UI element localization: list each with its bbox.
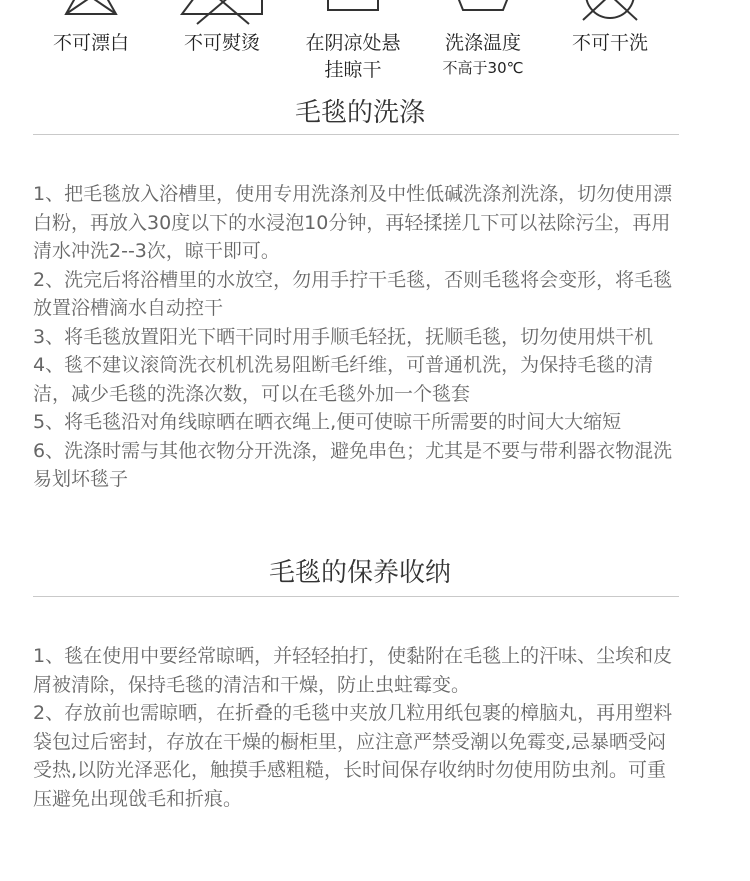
section-title-care-storage: 毛毯的保养收纳 bbox=[268, 558, 451, 588]
paragraph: 2、洗完后将浴槽里的水放空，勿用手拧干毛毯，否则毛毯将会变形，将毛毯放置浴槽滴水自动控干 bbox=[33, 268, 673, 319]
section-divider bbox=[33, 596, 679, 597]
paragraph: 4、毯不建议滚筒洗衣机机洗易阻断毛纤维，可普通机洗，为保持毛毯的清洁，减少毛毯的洗涤次数，可以在毛毯外加一个毯套 bbox=[33, 354, 654, 405]
paragraph: 1、毯在使用中要经常晾晒，并轻轻拍打，使黏附在毛毯上的汗味、尘埃和皮屑被清除，保持毛毯的清洁和干燥，防止虫蛀霉变。 bbox=[33, 645, 673, 696]
wash-temperature-icon bbox=[418, 0, 548, 28]
paragraph: 1、把毛毯放入浴槽里，使用专用洗涤剂及中性低碱洗涤剂洗涤，切勿使用漂白粉，再放入30度以下的水浸泡10分钟，再轻揉搓几下可以祛除污尘，再用清水冲洗2--3次，晾干即可。 bbox=[33, 183, 673, 262]
shade-dry-icon bbox=[288, 0, 418, 28]
care-label: 不可干洗 bbox=[571, 32, 648, 54]
care-label: 在阴凉处悬挂晾干 bbox=[305, 32, 401, 81]
no-iron-icon bbox=[157, 0, 287, 28]
washing-instructions bbox=[33, 180, 683, 494]
care-label: 不可熨烫 bbox=[183, 32, 260, 54]
no-bleach-icon bbox=[26, 0, 156, 28]
section-divider bbox=[33, 134, 679, 135]
paragraph: 5、将毛毯沿对角线晾晒在晒衣绳上,便可使晾干所需要的时间大大缩短 bbox=[33, 411, 622, 433]
paragraph: 3、将毛毯放置阳光下晒干同时用手顺毛轻抚，抚顺毛毯，切勿使用烘干机 bbox=[33, 325, 654, 348]
care-label: 洗涤温度 不高于30℃ bbox=[418, 30, 548, 79]
paragraph: 6、洗涤时需与其他衣物分开洗涤，避免串色；尤其是不要与带利器衣物混洗易划坏毯子 bbox=[33, 439, 673, 490]
care-storage-instructions bbox=[33, 642, 683, 813]
care-sublabel: 不高于30℃ bbox=[442, 59, 524, 77]
care-symbols-row bbox=[0, 0, 750, 90]
section-title-washing: 毛毯的洗涤 bbox=[294, 98, 425, 128]
no-dry-clean-icon bbox=[545, 0, 675, 28]
care-label: 不可漂白 bbox=[52, 32, 129, 54]
paragraph: 2、存放前也需晾晒，在折叠的毛毯中夹放几粒用纸包裹的樟脑丸，再用塑料袋包过后密封，存放在干燥的橱柜里，应注意严禁受潮以免霉变,忌暴晒受闷受热,以防光泽恶化，触摸手感粗糙，长时间保存收纳时勿使用防虫剂。可重压避免出现戗毛和折痕。 bbox=[33, 702, 673, 810]
